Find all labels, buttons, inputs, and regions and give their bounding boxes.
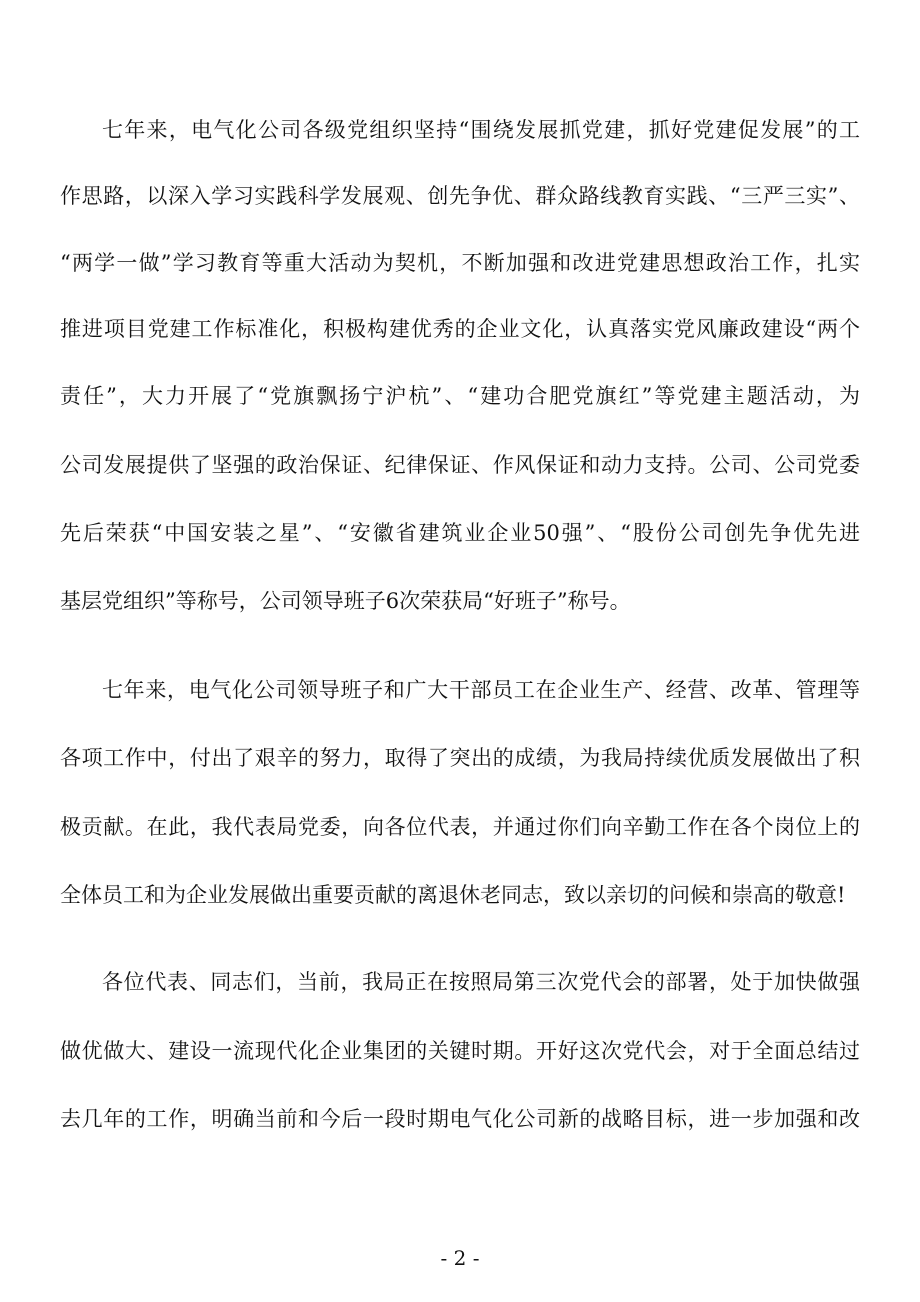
paragraph-2-line-2: 各项工作中，付出了艰辛的努力，取得了突出的成绩，为我局持续优质发展做出了积	[60, 746, 860, 770]
paragraph-3-line-1: 各位代表、同志们，当前，我局正在按照局第三次党代会的部署，处于加快做强	[102, 970, 860, 994]
paragraph-2-line-4: 全体员工和为企业发展做出重要贡献的离退休老同志，致以亲切的问候和崇高的敬意!	[60, 883, 846, 907]
page-number: - 2 -	[440, 1246, 480, 1270]
paragraph-1-line-7: 先后荣获“中国安装之星”、“安徽省建筑业企业50强”、“股份公司创先争优先进	[60, 521, 860, 545]
paragraph-1-line-1: 七年来，电气化公司各级党组织坚持“围绕发展抓党建，抓好党建促发展”的工	[102, 118, 860, 142]
paragraph-2-line-1: 七年来，电气化公司领导班子和广大干部员工在企业生产、经营、改革、管理等	[102, 678, 860, 702]
paragraph-3-line-2: 做优做大、建设一流现代化企业集团的关键时期。开好这次党代会，对于全面总结过	[60, 1039, 860, 1063]
paragraph-1-line-3: “两学一做”学习教育等重大活动为契机，不断加强和改进党建思想政治工作，扎实	[60, 251, 860, 275]
paragraph-1-line-8: 基层党组织”等称号，公司领导班子6次荣获局“好班子”称号。	[60, 589, 631, 613]
paragraph-1-line-4: 推进项目党建工作标准化，积极构建优秀的企业文化，认真落实党风廉政建设“两个	[60, 317, 860, 341]
paragraph-2-line-3: 极贡献。在此，我代表局党委，向各位代表，并通过你们向辛勤工作在各个岗位上的	[60, 815, 860, 839]
paragraph-3-line-3: 去几年的工作，明确当前和今后一段时期电气化公司新的战略目标，进一步加强和改	[60, 1107, 860, 1131]
paragraph-1-line-2: 作思路，以深入学习实践科学发展观、创先争优、群众路线教育实践、“三严三实”、	[60, 184, 860, 208]
paragraph-1-line-5: 责任”，大力开展了“党旗飘扬宁沪杭”、“建功合肥党旗红”等党建主题活动，为	[60, 384, 860, 408]
paragraph-1-line-6: 公司发展提供了坚强的政治保证、纪律保证、作风保证和动力支持。公司、公司党委	[60, 453, 860, 477]
